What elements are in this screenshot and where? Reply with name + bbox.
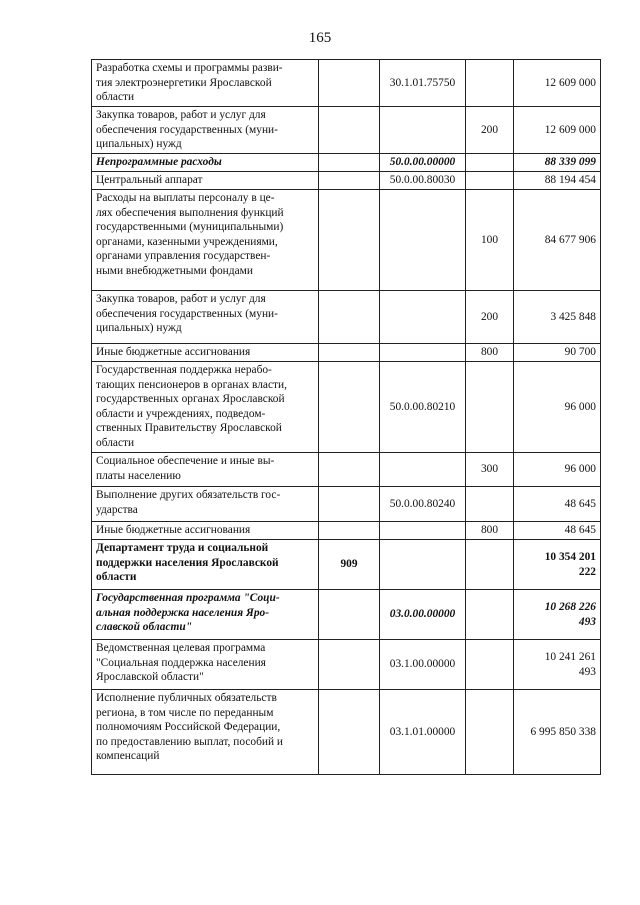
row-kcsr — [380, 107, 466, 154]
row-sum: 3 425 848 — [514, 291, 601, 344]
row-kcsr: 50.0.00.00000 — [380, 154, 466, 172]
row-ved — [319, 172, 380, 190]
table-row — [92, 107, 601, 154]
table-row — [92, 60, 601, 107]
row-vr — [466, 362, 514, 453]
row-vr — [466, 172, 514, 190]
row-sum: 10 354 201 222 — [514, 540, 601, 590]
row-sum: 88 194 454 — [514, 172, 601, 190]
row-ved — [319, 590, 380, 640]
row-sum: 84 677 906 — [514, 190, 601, 291]
row-sum: 12 609 000 — [514, 107, 601, 154]
table-row — [92, 690, 601, 775]
row-vr — [466, 60, 514, 107]
row-ved — [319, 487, 380, 522]
row-vr — [466, 154, 514, 172]
row-kcsr: 03.1.00.00000 — [380, 640, 466, 690]
row-name: Ведомственная целевая программа "Социальная поддержка населения Ярославской области" — [92, 640, 319, 690]
row-name: Закупка товаров, работ и услуг для обеспечения государственных (муни- ципальных) нужд — [92, 291, 319, 344]
row-name: Расходы на выплаты персоналу в це- лях обеспечения выполнения функций государственными (муниципальными) органами, казенными учреждениями, органами управления государствен- ными внебюджетными фондами — [92, 190, 319, 291]
row-name: Закупка товаров, работ и услуг для обеспечения государственных (муни- ципальных) нужд — [92, 107, 319, 154]
row-vr: 200 — [466, 291, 514, 344]
row-vr: 800 — [466, 344, 514, 362]
row-vr — [466, 690, 514, 775]
row-ved — [319, 522, 380, 540]
row-name: Департамент труда и социальной поддержки населения Ярославской области — [92, 540, 319, 590]
table-row — [92, 190, 601, 291]
table-row — [92, 172, 601, 190]
table-row — [92, 154, 601, 172]
table-row — [92, 590, 601, 640]
row-sum: 6 995 850 338 — [514, 690, 601, 775]
row-kcsr: 50.0.00.80030 — [380, 172, 466, 190]
row-kcsr — [380, 453, 466, 487]
row-name: Государственная поддержка нерабо- тающих пенсионеров в органах власти, государственных органах Ярославской области и учреждениях, подведом- ственных Правительству Ярославской области — [92, 362, 319, 453]
table-row — [92, 291, 601, 344]
row-kcsr: 30.1.01.75750 — [380, 60, 466, 107]
row-vr — [466, 640, 514, 690]
row-ved — [319, 453, 380, 487]
row-vr: 200 — [466, 107, 514, 154]
row-kcsr — [380, 291, 466, 344]
row-kcsr: 03.0.00.00000 — [380, 590, 466, 640]
table-row — [92, 522, 601, 540]
row-kcsr — [380, 540, 466, 590]
row-name: Иные бюджетные ассигнования — [92, 522, 319, 540]
row-vr — [466, 540, 514, 590]
row-vr: 100 — [466, 190, 514, 291]
budget-table — [91, 59, 601, 775]
row-ved — [319, 344, 380, 362]
row-sum: 90 700 — [514, 344, 601, 362]
budget-table-body — [92, 60, 601, 775]
row-kcsr: 03.1.01.00000 — [380, 690, 466, 775]
row-name: Исполнение публичных обязательств региона, в том числе по переданным полномочиям Российской Федерации, по предоставлению выплат, пособий и компенсаций — [92, 690, 319, 775]
row-name: Непрограммные расходы — [92, 154, 319, 172]
row-sum: 48 645 — [514, 522, 601, 540]
row-ved — [319, 107, 380, 154]
row-name: Иные бюджетные ассигнования — [92, 344, 319, 362]
table-row — [92, 540, 601, 590]
row-sum: 96 000 — [514, 453, 601, 487]
row-ved — [319, 154, 380, 172]
row-sum: 12 609 000 — [514, 60, 601, 107]
row-name: Выполнение других обязательств гос- ударства — [92, 487, 319, 522]
row-ved: 909 — [319, 540, 380, 590]
row-sum: 10 268 226 493 — [514, 590, 601, 640]
row-ved — [319, 60, 380, 107]
row-ved — [319, 640, 380, 690]
row-ved — [319, 362, 380, 453]
row-name: Государственная программа "Соци- альная поддержка населения Яро- славской области" — [92, 590, 319, 640]
table-row — [92, 487, 601, 522]
row-kcsr — [380, 522, 466, 540]
row-vr — [466, 590, 514, 640]
row-sum: 96 000 — [514, 362, 601, 453]
row-name: Социальное обеспечение и иные вы- платы населению — [92, 453, 319, 487]
row-sum: 10 241 261 493 — [514, 640, 601, 690]
table-row — [92, 362, 601, 453]
table-row — [92, 640, 601, 690]
row-kcsr — [380, 190, 466, 291]
row-ved — [319, 690, 380, 775]
page-number: 165 — [308, 30, 332, 46]
row-vr — [466, 487, 514, 522]
row-vr: 300 — [466, 453, 514, 487]
row-ved — [319, 190, 380, 291]
row-ved — [319, 291, 380, 344]
row-sum: 48 645 — [514, 487, 601, 522]
row-sum: 88 339 099 — [514, 154, 601, 172]
row-kcsr — [380, 344, 466, 362]
table-row — [92, 344, 601, 362]
table-row — [92, 453, 601, 487]
row-kcsr: 50.0.00.80240 — [380, 487, 466, 522]
row-name: Разработка схемы и программы разви- тия электроэнергетики Ярославской области — [92, 60, 319, 107]
row-name: Центральный аппарат — [92, 172, 319, 190]
row-vr: 800 — [466, 522, 514, 540]
row-kcsr: 50.0.00.80210 — [380, 362, 466, 453]
